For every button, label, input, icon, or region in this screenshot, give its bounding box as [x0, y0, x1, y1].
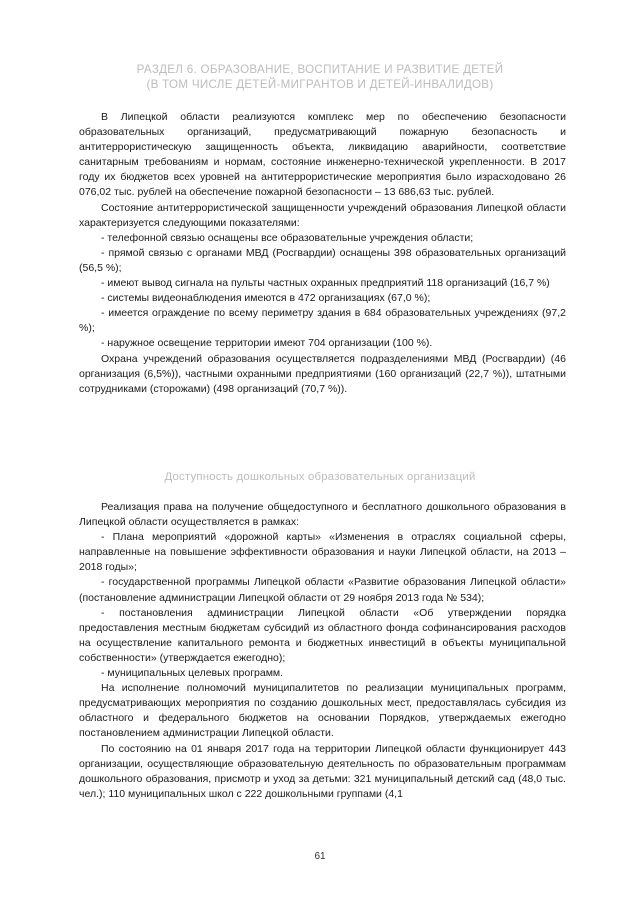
paragraph: В Липецкой области реализуются комплекс мер по обеспечению безопасности образовательных организаций, предусматривающий пожарную безопасность и антитеррористическую защищенность объекта, ликвидацию аварийности, соответствие санитарным требованиям и нормам, состояние инженерно-технической укрепленности. В 2017 году их бюджетов всех уровней на антитеррористические мероприятия было израсходовано 26 076,02 тыс. рублей на обеспечение пожарной безопасности – 13 686,63 тыс. рублей.	[79, 111, 566, 199]
list-item: - Плана мероприятий «дорожной карты» «Изменения в отраслях социальной сферы, направленные на повышение эффективности образования и науки Липецкой области, на 2013 – 2018 годы»;	[79, 531, 566, 574]
paragraph: По состоянию на 01 января 2017 года на территории Липецкой области функционирует 443 организации, осуществляющие образовательную деятельность по образовательным программам дошкольного образования, присмотр и уход за детьми: 321 муниципальный детский сад (48,0 тыс. чел.); 110 муниципальных школ с 222 дошкольными группами (4,1	[79, 742, 566, 800]
section-title-line1: РАЗДЕЛ 6. ОБРАЗОВАНИЕ, ВОСПИТАНИЕ И РАЗВИТИЕ ДЕТЕЙ	[136, 63, 504, 76]
list-item: - телефонной связью оснащены все образовательные учреждения области;	[101, 231, 474, 244]
list-item: - государственной программы Липецкой области «Развитие образования Липецкой области» (постановление администрации Липецкой области от 29 ноября 2013 года № 534);	[79, 576, 566, 604]
list-item: - прямой связью с органами МВД (Росгвардии) оснащены 398 образовательных организаций (56,5 %);	[79, 246, 566, 274]
section-title-line2: (В ТОМ ЧИСЛЕ ДЕТЕЙ-МИГРАНТОВ И ДЕТЕЙ-ИНВАЛИДОВ)	[146, 78, 494, 91]
body-block-1	[79, 110, 566, 397]
list-item: - муниципальных целевых программ.	[101, 667, 284, 680]
paragraph: Состояние антитеррористической защищенности учреждений образования Липецкой области характеризуется следующими показателями:	[79, 201, 566, 229]
paragraph: На исполнение полномочий муниципалитетов по реализации муниципальных программ, предусматривающих мероприятия по созданию дошкольных мест, предоставлялась субсидия из областного и федерального бюджетов на основании Порядков, утверждаемых ежегодно постановлением администрации Липецкой области.	[79, 682, 566, 740]
paragraph: Охрана учреждений образования осуществляется подразделениями МВД (Росгвардии) (46 организация (6,5%)), частными охранными предприятиями (160 организаций (22,7 %)), штатными сотрудниками (сторожами) (498 организаций (70,7 %)).	[79, 352, 566, 395]
body-block-2	[79, 500, 566, 802]
list-item: - наружное освещение территории имеют 704 организации (100 %).	[101, 337, 433, 350]
list-item: - имеется ограждение по всему периметру здания в 684 образовательных учреждениях (97,2 %);	[79, 307, 566, 335]
list-item: - имеют вывод сигнала на пульты частных охранных предприятий 118 организаций (16,7 %)	[101, 277, 550, 290]
page-number: 61	[314, 851, 326, 862]
list-item: - системы видеонаблюдения имеются в 472 организациях (67,0 %);	[101, 292, 431, 305]
paragraph: Реализация права на получение общедоступного и бесплатного дошкольного образования в Липецкой области осуществляется в рамках:	[79, 501, 566, 529]
list-item: - постановления администрации Липецкой области «Об утверждении порядка предоставления местным бюджетам субсидий из областного фонда софинансирования расходов на осуществление капитального ремонта и бюджетных инвестиций в объекты муниципальной собственности» (утверждается ежегодно);	[79, 606, 566, 664]
subsection-title: Доступность дошкольных образовательных организаций	[164, 471, 476, 483]
